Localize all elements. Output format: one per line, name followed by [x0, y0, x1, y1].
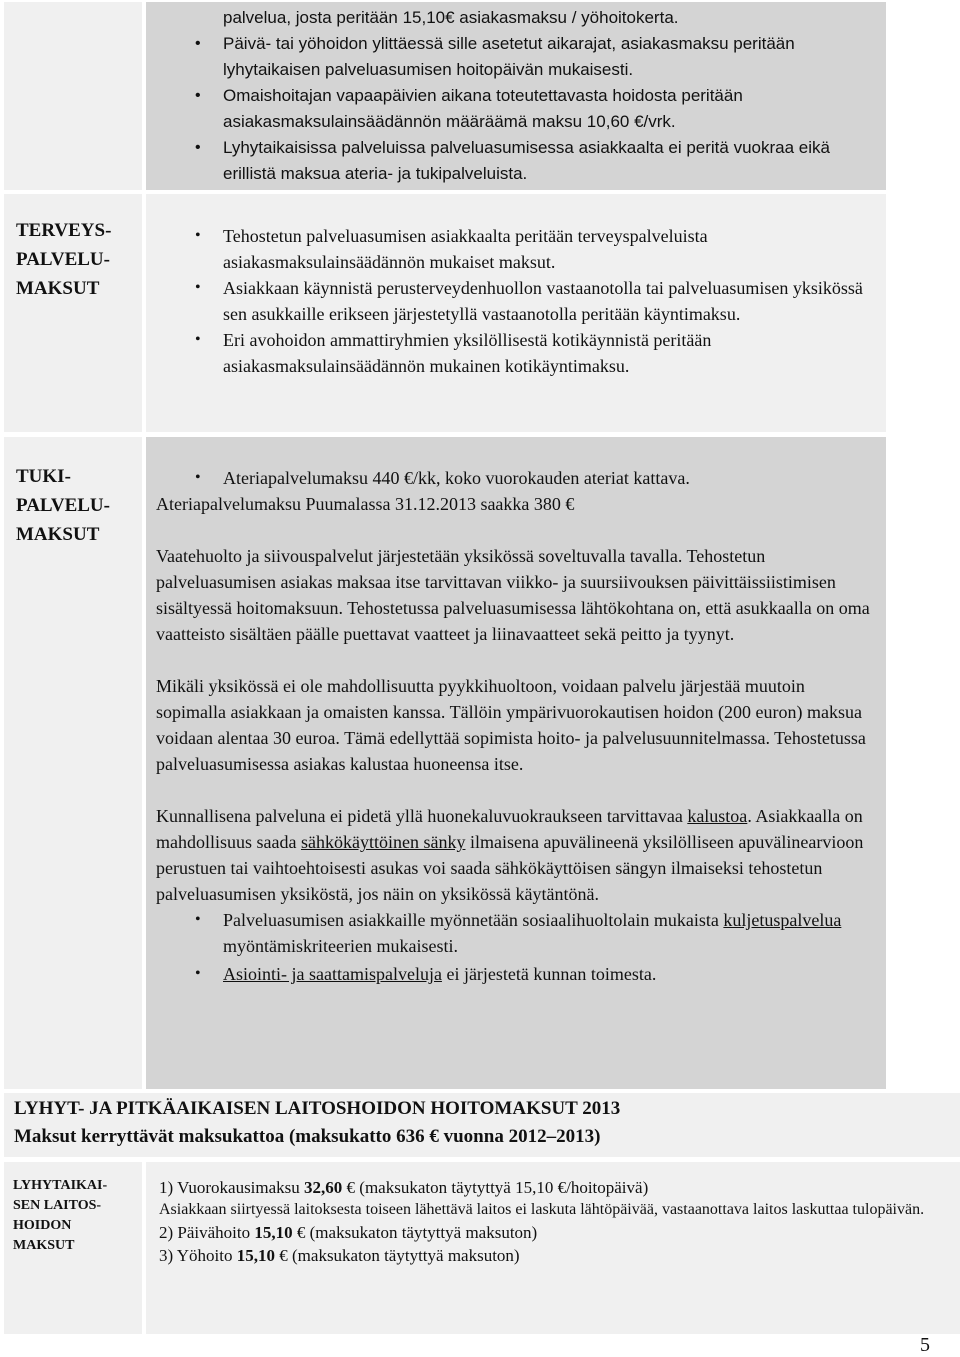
top-bullet-list [146, 31, 886, 187]
list-item: • Tehostetun palveluasumisen asiakkaalta peritään terveyspalveluista asiakasmaksulainsäädännön mukaiset maksut. [153, 223, 886, 275]
tuki-bullet-list-2 [146, 907, 872, 987]
terveys-label-line: TERVEYS- [16, 220, 112, 241]
lyhyt-label-cell [4, 1162, 142, 1334]
tuki-paragraph [146, 803, 872, 907]
list-item: • Asiakkaan käynnistä perusterveydenhuollon vastaanotolla tai palveluasumisen yksikössä sen asukkaille erikseen järjestetyllä vastaanotolla peritään käyntimaksu. [153, 275, 886, 327]
section-subheading: Maksut kerryttävät maksukattoa (maksukatto 636 € vuonna 2012–2013) [14, 1126, 601, 1147]
list-item: • Lyhytaikaisissa palveluissa palveluasumisessa asiakkaalta ei peritä vuokraa eikä erillistä maksua ateria- ja tukipalveluista. [153, 135, 886, 187]
kalustoa-link[interactable]: kalustoa [687, 806, 748, 826]
lyhyt-label-line: HOIDON [13, 1218, 72, 1233]
fee-amount: 15,10 [236, 1246, 276, 1265]
lyhyt-label-line: MAKSUT [13, 1238, 75, 1253]
paragraph-text: Kunnallisena palveluna ei pidetä yllä huonekaluvuokraukseen tarvittavaa [156, 806, 688, 826]
tuki-label-line: MAKSUT [16, 524, 100, 545]
sahkokayttoinen-sanky-link[interactable]: sähkökäyttöinen sänky [300, 832, 466, 852]
tuki-label-line: PALVELU- [16, 495, 110, 516]
fee-item [159, 1244, 946, 1267]
fee-item-text: 3) Yöhoito [159, 1246, 237, 1265]
list-item: • Eri avohoidon ammattiryhmien yksilöllisestä kotikäynnistä peritään asiakasmaksulainsäädännön mukainen kotikäyntimaksu. [153, 327, 886, 379]
paragraph-text: ilmaisena apuvälineenä yksilölliseen apuvälinearvioon perustuen tai vaihtoehtoisesti asukas voi saada sähkökäyttöisen sängyn ilmaiseksi tehostetun palveluasumisen yksiköstä, jos näin on yksikössä käytäntönä. [156, 832, 864, 904]
terveys-bullet-list [146, 223, 886, 379]
terveys-content-cell [146, 194, 886, 432]
asiointi-saattamispalveluja-link[interactable]: Asiointi- ja saattamispalveluja [223, 964, 442, 984]
page-number: 5 [920, 1334, 930, 1356]
fee-note: Asiakkaan siirtyessä laitoksesta toiseen lähettävä laitos ei laskuta lähtöpäivää, vastaanottava laitos laskuttaa tulopäivän. [159, 1201, 925, 1218]
list-item: • Omaishoitajan vapaapäivien aikana toteutettavasta hoidosta peritään asiakasmaksulainsäädännön määräämä maksu 10,60 €/vrk. [153, 83, 886, 135]
list-item: • Ateriapalvelumaksu 440 €/kk, koko vuorokauden ateriat kattava. [153, 465, 872, 491]
fee-item-text: 1) Vuorokausimaksu [159, 1178, 305, 1197]
fee-item-text: € (maksukaton täytyttyä 15,10 €/hoitopäivä) [342, 1178, 649, 1197]
tuki-content-cell [146, 437, 886, 1089]
fee-item-text: € (maksukaton täytyttyä maksuton) [275, 1246, 520, 1265]
continuation-text: palvelua, josta peritään 15,10€ asiakasmaksu / yöhoitokerta. [223, 8, 679, 27]
top-label-cell [4, 2, 142, 190]
tuki-paragraph: Mikäli yksikössä ei ole mahdollisuutta pyykkihuoltoon, voidaan palvelu järjestää muutoin sopimalla asiakkaan ja omaisten kanssa. Tällöin ympärivuorokautisen hoidon (200 euron) maksua voidaan alentaa 30 euroa. Tämä edellyttää sopimista hoito- ja palvelusuunnitelmassa. Tehostetussa palveluasumisessa asiakas kalustaa huoneensa itse. [156, 676, 866, 774]
paragraph-text: . Asiakkaalla on mahdollisuus saada [156, 806, 863, 852]
tuki-bullet-list-1 [146, 465, 872, 491]
lyhyt-label-line: LYHYTAIKAI- [13, 1178, 108, 1193]
terveys-label-line: PALVELU- [16, 249, 110, 270]
top-content-cell [146, 2, 886, 190]
fee-item-text: 2) Päivähoito [159, 1223, 255, 1242]
tuki-label-cell [4, 437, 142, 1089]
list-item-text: ei järjestetä kunnan toimesta. [441, 964, 657, 984]
laitoshoito-heading-cell [4, 1093, 960, 1157]
section-heading: LYHYT- JA PITKÄAIKAISEN LAITOSHOIDON HOITOMAKSUT 2013 [14, 1098, 621, 1119]
list-item [153, 961, 872, 987]
terveys-label-line: MAKSUT [16, 278, 100, 299]
fee-item [159, 1176, 946, 1199]
fee-item [159, 1221, 946, 1244]
tuki-label-line: TUKI- [16, 466, 71, 487]
puumala-line: Ateriapalvelumaksu Puumalassa 31.12.2013 saakka 380 € [156, 494, 575, 514]
kuljetuspalvelua-link[interactable]: kuljetuspalvelua [723, 910, 842, 930]
list-item: • Päivä- tai yöhoidon ylittäessä sille asetetut aikarajat, asiakasmaksu peritään lyhytaikaisen palveluasumisen hoitopäivän mukaisesti. [153, 31, 886, 83]
lyhyt-label-line: SEN LAITOS- [13, 1198, 102, 1213]
list-item-text: Palveluasumisen asiakkaille myönnetään sosiaalihuoltolain mukaista [223, 910, 724, 930]
fee-amount: 15,10 [254, 1223, 293, 1242]
fee-amount: 32,60 [304, 1178, 343, 1197]
list-item-text: myöntämiskriteerien mukaisesti. [223, 936, 458, 956]
terveys-label-cell [4, 194, 142, 432]
lyhyt-content-cell [146, 1162, 960, 1334]
tuki-paragraph: Vaatehuolto ja siivouspalvelut järjestetään yksikössä soveltuvalla tavalla. Tehostetun palveluasumisen asiakas maksaa itse tarvittavan viikko- ja suursiivouksen päivittäissiistimisen sisältyessä hoitomaksuun. Tehostetussa palveluasumisessa lähtökohtana on, että asukkaalla on oma vaatteisto sisältäen päälle puettavat vaatteet ja liinavaatteet sekä peitto ja tyynyt. [156, 546, 870, 644]
list-item [153, 907, 872, 959]
fee-item-text: € (maksukaton täytyttyä maksuton) [292, 1223, 538, 1242]
